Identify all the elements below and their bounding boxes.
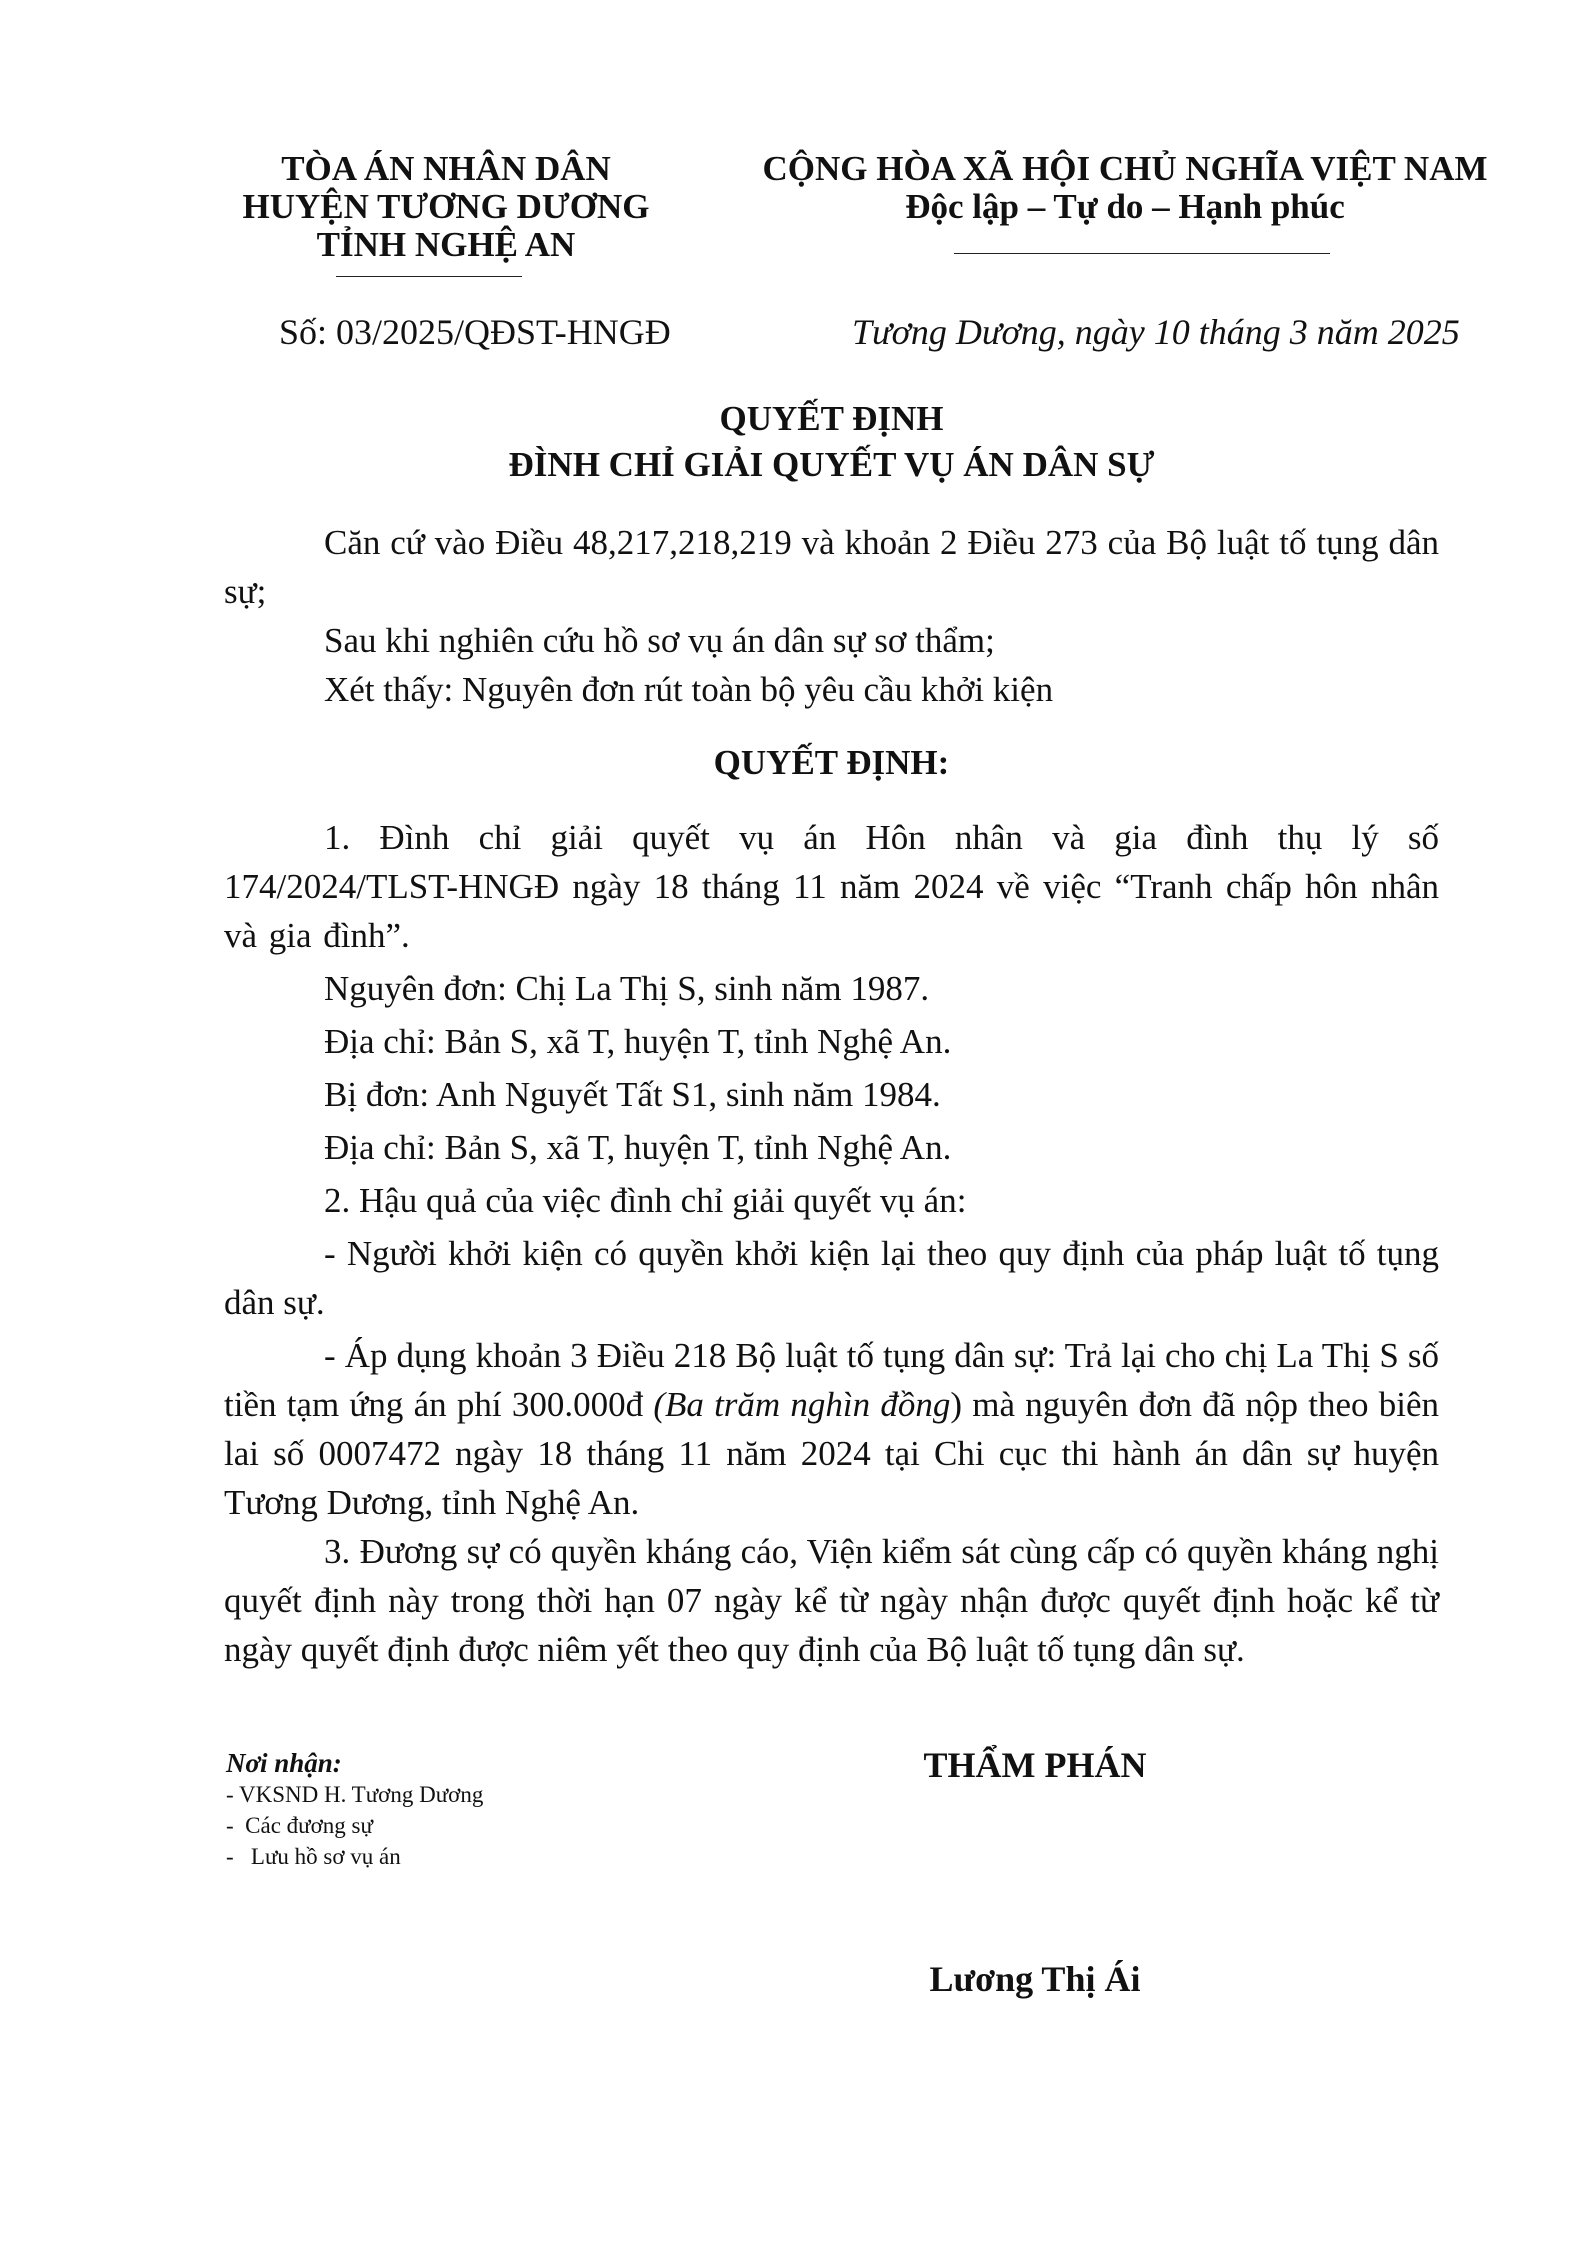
recipient-item: - VKSND H. Tương Dương bbox=[226, 1782, 484, 1807]
plaintiff-address: Địa chỉ: Bản S, xã T, huyện T, tỉnh Nghệ An. bbox=[324, 1022, 952, 1061]
court-province: TỈNH NGHỆ AN bbox=[316, 225, 576, 264]
document-number: Số: 03/2025/QĐST-HNGĐ bbox=[279, 312, 671, 352]
court-name: TÒA ÁN NHÂN DÂN bbox=[281, 149, 611, 188]
item-2b-text: - Áp dụng khoản 3 Điều 218 Bộ luật tố tụng dân sự: Trả lại cho chị La Thị S số tiền tạm ứng án phí 300.000đ bbox=[224, 1336, 1439, 1424]
document-title bbox=[224, 396, 1439, 488]
decision-item-1: 1. Đình chỉ giải quyết vụ án Hôn nhân và gia đình thụ lý số 174/2024/TLST-HNGĐ ngày 18 tháng 11 năm 2024 về việc “Tranh chấp hôn nhân và gia đình”. bbox=[224, 818, 1439, 955]
judge-name: Lương Thị Ái bbox=[929, 1959, 1141, 1999]
preamble-legal-basis: Căn cứ vào Điều 48,217,218,219 và khoản 2 Điều 273 của Bộ luật tố tụng dân sự; bbox=[224, 523, 1439, 611]
defendant-info: Bị đơn: Anh Nguyết Tất S1, sinh năm 1984. bbox=[324, 1075, 941, 1114]
decision-item-2b bbox=[224, 1331, 1439, 1527]
defendant-address: Địa chỉ: Bản S, xã T, huyện T, tỉnh Nghệ An. bbox=[324, 1128, 952, 1167]
decision-heading: QUYẾT ĐỊNH: bbox=[713, 743, 950, 782]
decision-body bbox=[224, 813, 1439, 1674]
preamble-finding: Xét thấy: Nguyên đơn rút toàn bộ yêu cầu khởi kiện bbox=[324, 670, 1054, 709]
title-line-1: QUYẾT ĐỊNH bbox=[719, 399, 944, 438]
court-district: HUYỆN TƯƠNG DƯƠNG bbox=[242, 187, 650, 226]
national-motto: Độc lập – Tự do – Hạnh phúc bbox=[905, 187, 1345, 226]
decision-item-2: 2. Hậu quả của việc đình chỉ giải quyết vụ án: bbox=[324, 1181, 967, 1220]
plaintiff-info: Nguyên đơn: Chị La Thị S, sinh năm 1987. bbox=[324, 969, 930, 1008]
recipient-item: - Các đương sự bbox=[226, 1813, 373, 1838]
decision-item-3: 3. Đương sự có quyền kháng cáo, Viện kiểm sát cùng cấp có quyền kháng nghị quyết định này trong thời hạn 07 ngày kể từ ngày nhận được quyết định hoặc kể từ ngày quyết định được niêm yết theo quy định của Bộ luật tố tụng dân sự. bbox=[224, 1532, 1439, 1669]
national-header bbox=[740, 150, 1510, 226]
court-header-underline bbox=[336, 276, 522, 277]
national-motto-underline bbox=[954, 253, 1330, 254]
recipient-item: - Lưu hồ sơ vụ án bbox=[226, 1844, 401, 1869]
recipients bbox=[226, 1747, 646, 1872]
item-2b-amount-in-words: (Ba trăm nghìn đồng bbox=[653, 1385, 951, 1424]
item-2b-text-end: ) mà nguyên đơn đã nộp theo biên lai số 0007472 ngày 18 tháng 11 năm 2024 tại Chi cục thi hành án dân sự huyện Tương Dương, tỉnh Nghệ An. bbox=[224, 1385, 1439, 1522]
recipients-heading: Nơi nhận: bbox=[226, 1748, 342, 1778]
court-header bbox=[226, 150, 666, 264]
place-date: Tương Dương, ngày 10 tháng 3 năm 2025 bbox=[852, 312, 1460, 352]
decision-item-2a: - Người khởi kiện có quyền khởi kiện lại theo quy định của pháp luật tố tụng dân sự. bbox=[224, 1234, 1439, 1322]
preamble-review: Sau khi nghiên cứu hồ sơ vụ án dân sự sơ thẩm; bbox=[324, 621, 995, 660]
national-title: CỘNG HÒA XÃ HỘI CHỦ NGHĨA VIỆT NAM bbox=[762, 149, 1488, 188]
signature-title: THẨM PHÁN bbox=[923, 1745, 1147, 1785]
preamble bbox=[224, 518, 1439, 714]
title-line-2: ĐÌNH CHỈ GIẢI QUYẾT VỤ ÁN DÂN SỰ bbox=[508, 445, 1155, 484]
